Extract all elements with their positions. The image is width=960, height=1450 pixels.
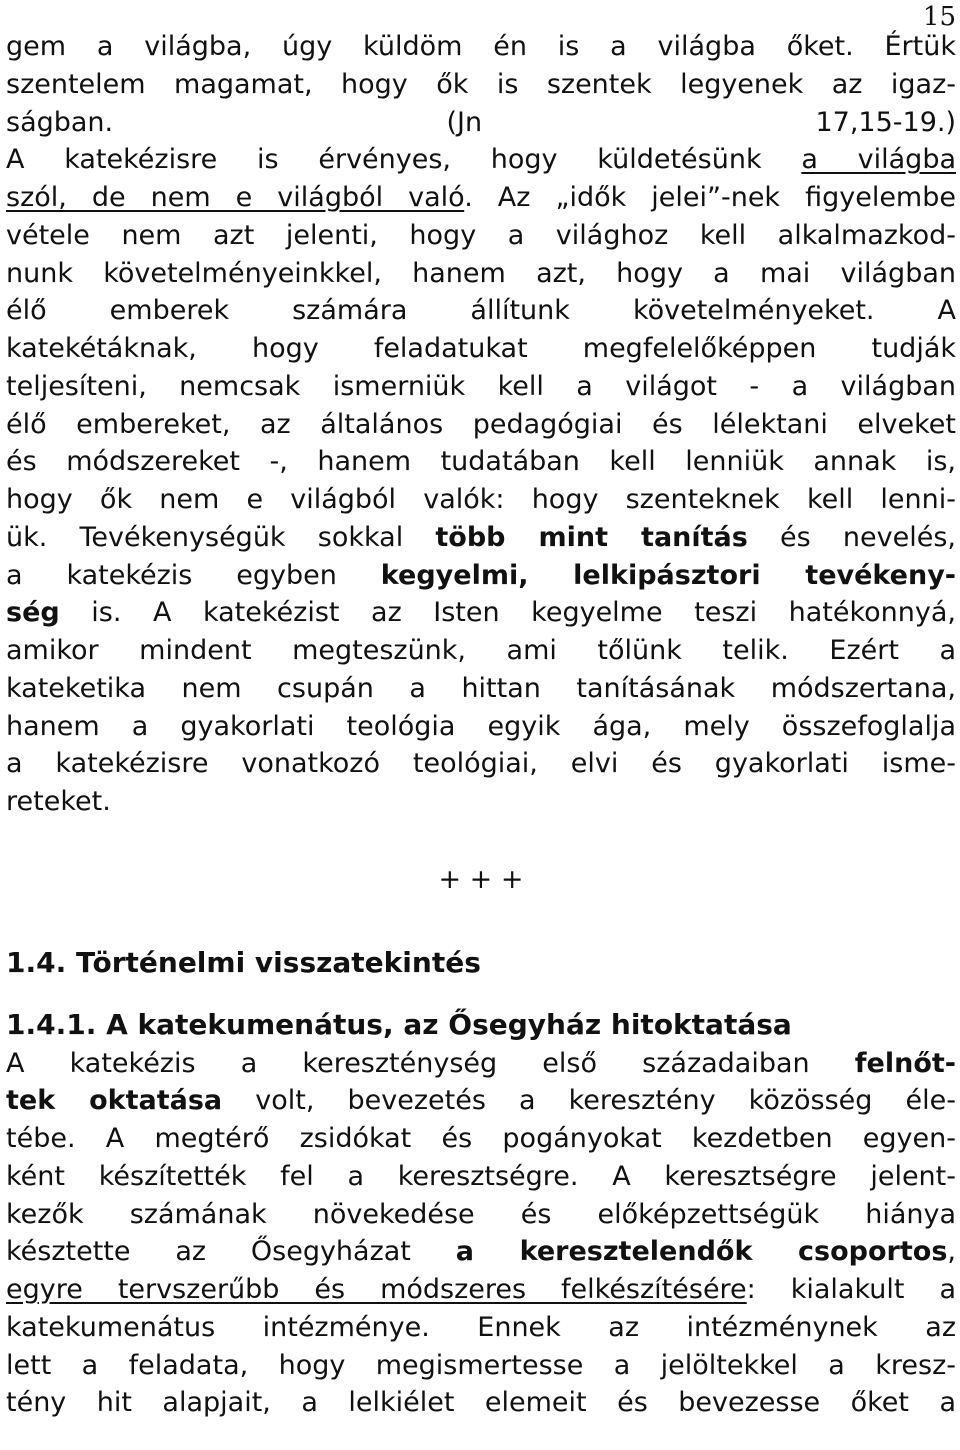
text-line [6,1158,956,1196]
subsection-heading: 1.4.1. A katekumenátus, az Ősegyház hitoktatása [6,1007,792,1041]
text-line [6,104,956,142]
text-line [6,368,956,406]
bold-emphasis: kegyelmi, lelkipásztori tevékeny- [380,559,956,591]
text-segment: reteket. [6,786,111,817]
text-segment: hogy ők nem e világból valók: hogy szenteknek kell lenni- [6,484,956,515]
bold-emphasis: a keresztelendők csoportos [455,1236,948,1268]
text-line [6,1347,956,1385]
text-line [6,1082,956,1120]
text-line [6,1045,956,1083]
bold-emphasis: több mint tanítás [435,521,748,553]
text-segment: hanem a gyakorlati teológia egyik ága, mely összefoglalja [6,710,956,742]
text-line [6,217,956,255]
text-segment: késztette az Ősegyházat [6,1236,456,1268]
text-line [6,1309,956,1347]
paragraph-intro [6,28,956,821]
text-line [6,1120,956,1158]
text-segment: katekumenátus intézménye. Ennek az intézménynek az [6,1311,956,1343]
text-line [6,1233,956,1271]
underlined-emphasis: szól, de nem e világból való [6,182,465,213]
text-segment: ként készítették fel a keresztségre. A keresztségre jelent- [6,1160,956,1192]
ornament-separator: + + + [438,863,524,895]
text-segment: volt, bevezetés a keresztény közösség éle- [222,1085,956,1117]
text-line [6,141,956,179]
underlined-emphasis: egyre tervszerűbb és módszeres felkészítésére [6,1274,747,1305]
text-segment: gem a világba, úgy küldöm én is a világba őket. Értük [6,31,956,62]
text-segment: ük. Tevékenységük sokkal [6,521,436,553]
text-segment: kezők számának növekedése és előképzettségük hiánya [6,1198,956,1230]
text-segment: a katekézisre vonatkozó teológiai, elvi és gyakorlati isme- [6,748,956,780]
text-segment: és módszereket -, hanem tudatában kell lenniük annak is, [6,446,956,478]
text-segment: teljesíteni, nemcsak ismerniük kell a világot - a világban [6,370,956,402]
text-line [6,443,956,481]
text-segment: vétele nem azt jelenti, hogy a világhoz kell alkalmazkod- [6,219,956,251]
text-line [6,28,956,66]
text-line [6,745,956,783]
section-heading: 1.4. Történelmi visszatekintés [6,945,481,979]
text-line [6,708,956,746]
text-line [6,292,956,330]
text-segment: élő emberek számára állítunk követelményeket. A [6,295,956,327]
text-line [6,179,956,217]
text-segment: lett a feladata, hogy megismertesse a jelöltekkel a kresz- [6,1349,956,1381]
text-segment: tény hit alapjait, a lelkiélet elemeit és bevezesse őket a [6,1387,956,1419]
text-line [6,519,956,557]
text-segment: is. A katekézist az Isten kegyelme teszi hatékonnyá, [59,597,956,629]
text-line [6,1271,956,1309]
text-line [6,557,956,595]
text-segment: : kialakult a [746,1274,956,1305]
text-segment: ságban. (Jn 17,15-19.) [6,106,956,138]
bold-emphasis: tek oktatása [6,1085,223,1117]
text-segment: A katekézis a kereszténység első századaiban [6,1047,855,1079]
text-segment: kateketika nem csupán a hittan tanításának módszertana, [6,672,956,704]
underlined-emphasis: a világba [801,144,956,176]
text-line [6,594,956,632]
text-line [6,66,956,104]
bold-emphasis: ség [6,597,60,629]
text-segment: a katekézis egyben [6,559,381,591]
text-segment: . Az „idők jelei”-nek figyelembe [464,182,956,213]
text-segment: tébe. A megtérő zsidókat és pogányokat kezdetben egyen- [6,1123,956,1154]
text-segment: , [947,1236,956,1268]
text-segment: amikor mindent megteszünk, ami tőlünk telik. Ezért a [6,635,956,666]
text-line [6,1196,956,1234]
text-line [6,783,956,821]
text-segment: nunk követelményeinkkel, hanem azt, hogy a mai világban [6,257,956,289]
bold-emphasis: felnőt- [854,1047,956,1079]
page-number: 15 [922,2,956,32]
text-segment: szentelem magamat, hogy ők is szentek legyenek az igaz- [6,68,956,100]
text-line [6,1384,956,1422]
text-line [6,255,956,293]
text-segment: A katekézisre is érvényes, hogy küldetésünk [6,144,802,176]
text-line [6,632,956,670]
text-segment: élő embereket, az általános pedagógiai és lélektani elveket [6,408,956,440]
text-segment: és nevelés, [747,521,956,553]
text-line [6,670,956,708]
paragraph-katekumenatus [6,1045,956,1423]
text-line [6,330,956,368]
text-segment: katekétáknak, hogy feladatukat megfelelőképpen tudják [6,333,956,364]
text-line [6,481,956,519]
page-body [6,28,956,1422]
text-line [6,406,956,444]
